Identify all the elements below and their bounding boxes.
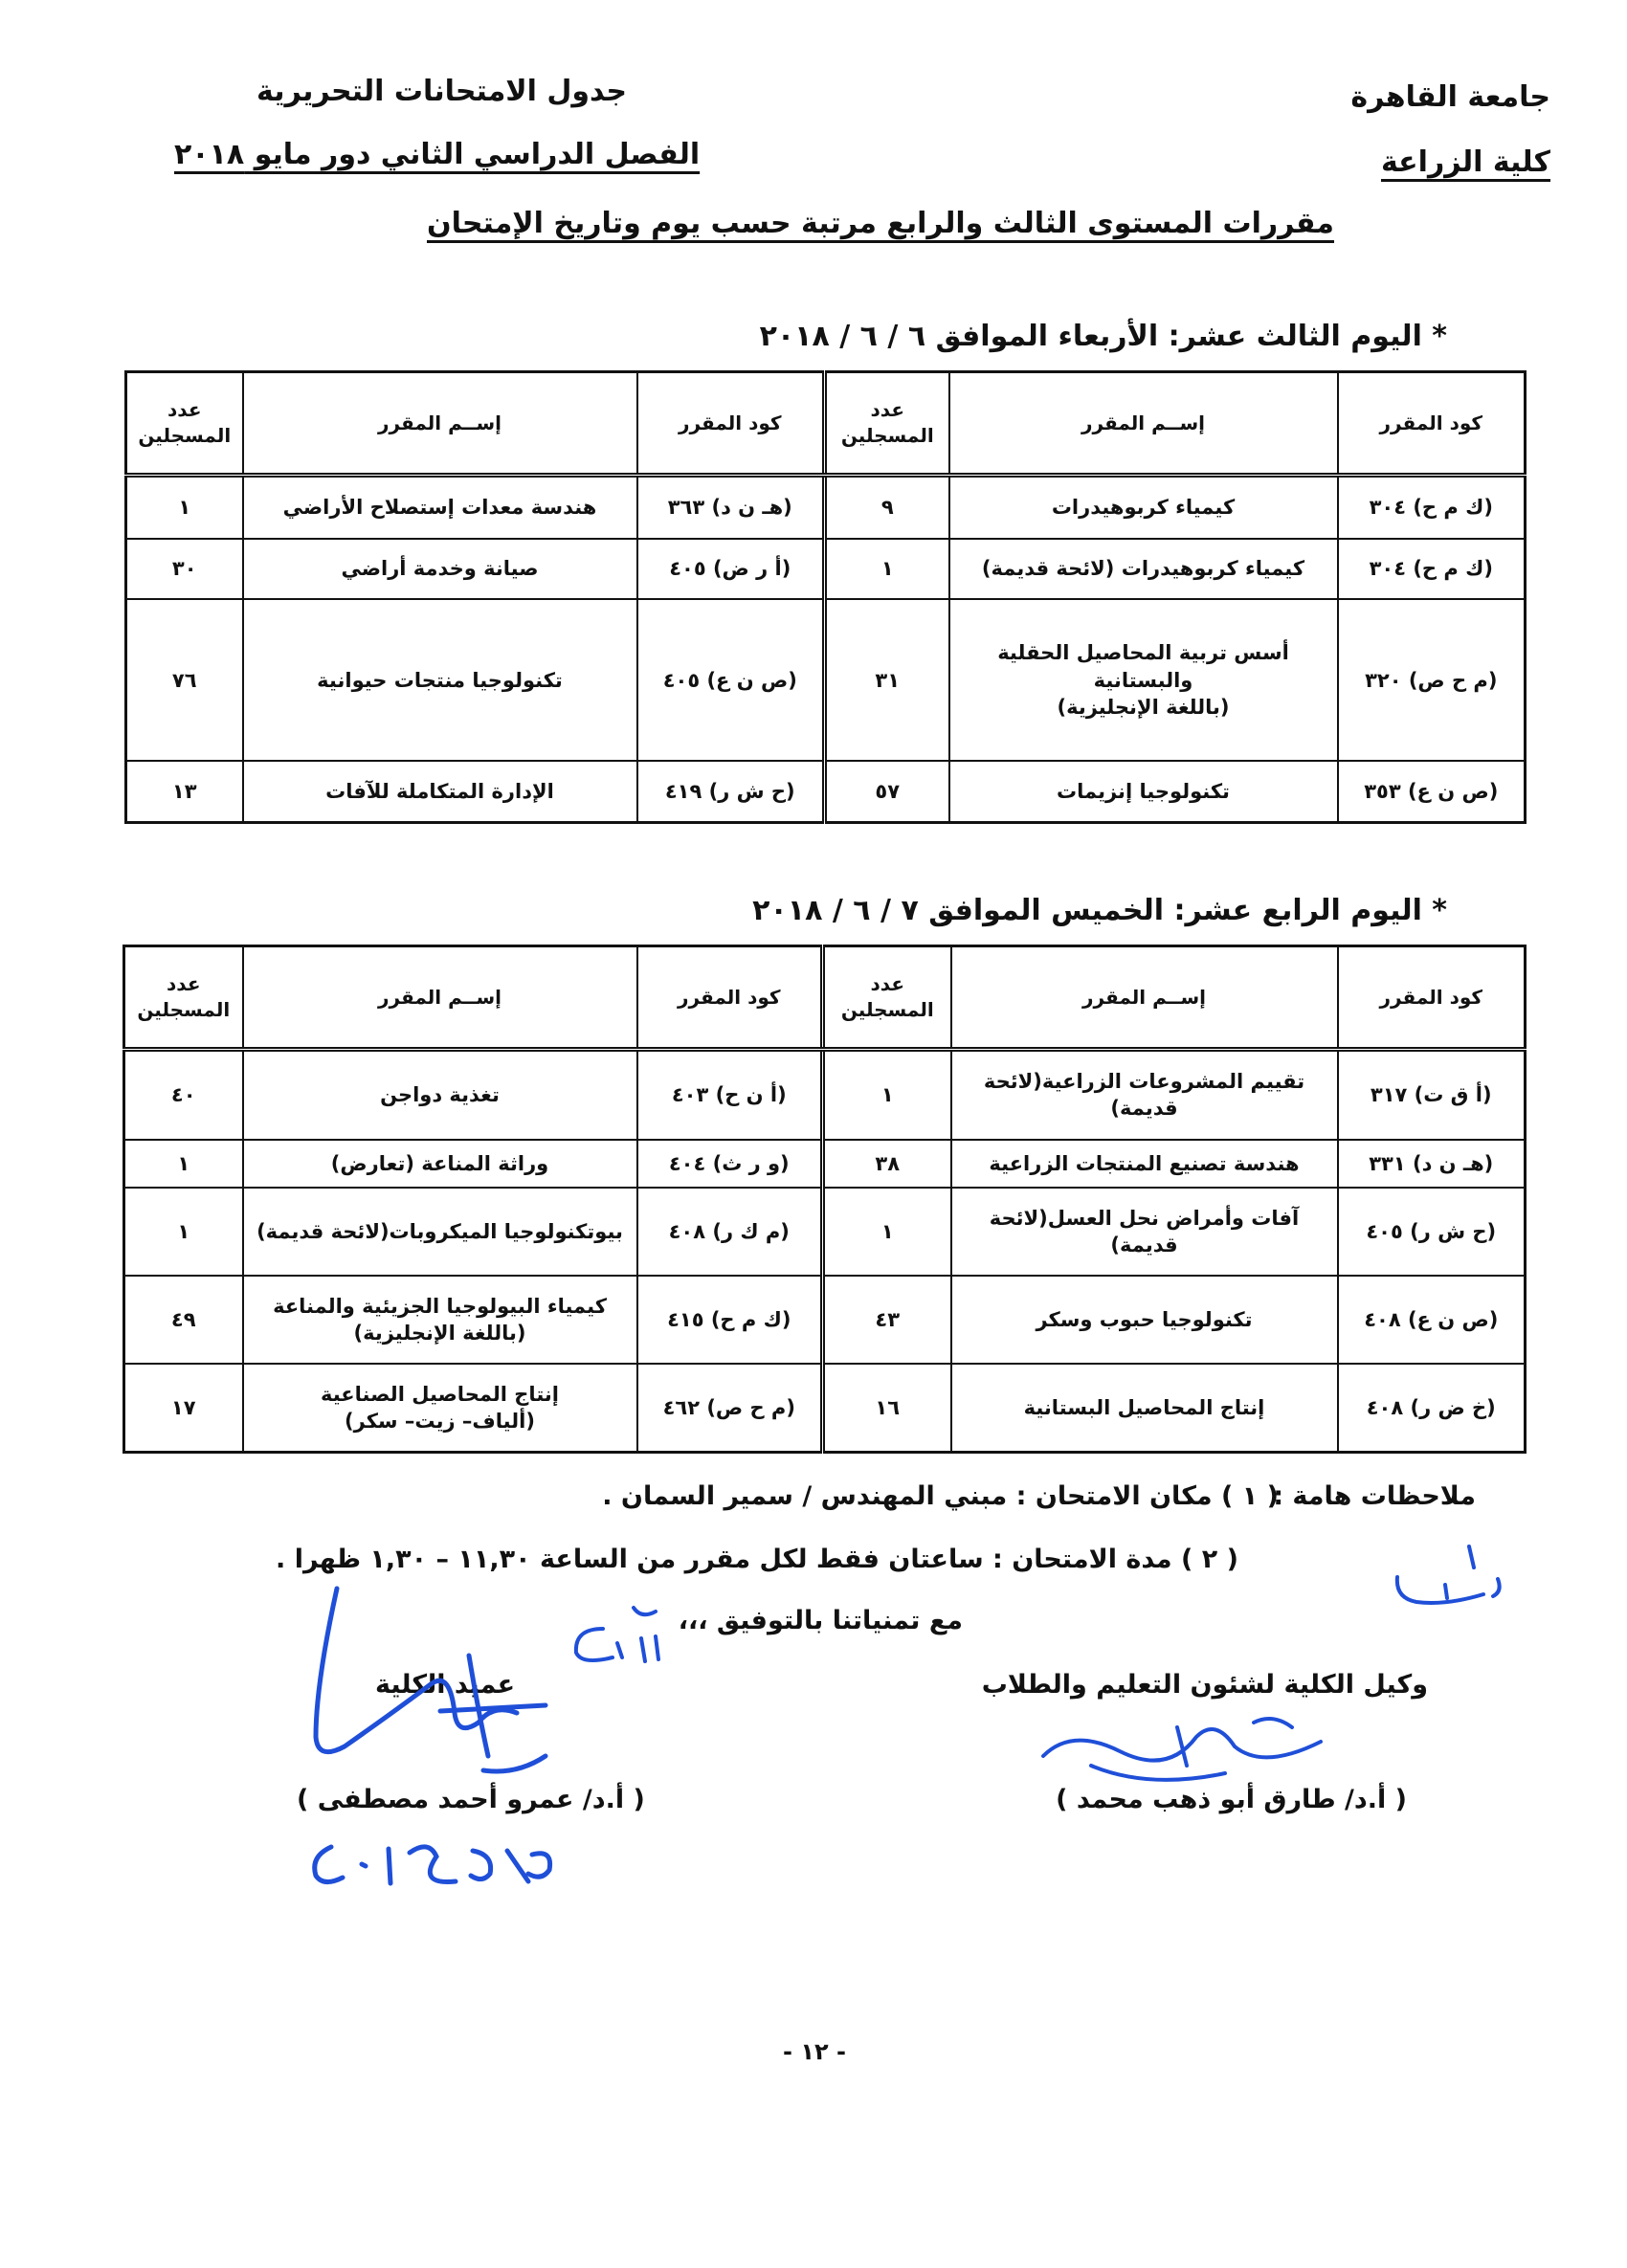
vice-dean-signature-icon: [1034, 1699, 1359, 1794]
count-header: عدد المسجلين: [124, 946, 243, 1050]
handwritten-date-icon: [302, 1828, 570, 1895]
document-subtitle: مقررات المستوى الثالث والرابع مرتبة حسب يوم وتاريخ الإمتحان: [427, 207, 1334, 240]
table-row: [126, 539, 1526, 600]
course-code: (و ر ث) ٤٠٤: [637, 1140, 823, 1188]
enrolled-count: ٥٧: [825, 761, 949, 823]
course-code: (أ ق ت) ٣١٧: [1338, 1050, 1526, 1140]
enrolled-count: ٤٩: [124, 1276, 243, 1364]
dean-signature-icon: [287, 1569, 603, 1790]
count-header: عدد المسجلين: [823, 946, 951, 1050]
table-row: [124, 1050, 1526, 1140]
table-row: [126, 599, 1526, 761]
enrolled-count: ١: [124, 1140, 243, 1188]
course-name: تغذية دواجن: [243, 1050, 637, 1140]
code-header: كود المقرر: [1338, 372, 1526, 476]
table-row: [126, 476, 1526, 539]
table-row: [126, 761, 1526, 823]
course-name: هندسة تصنيع المنتجات الزراعية: [951, 1140, 1338, 1188]
course-name: كيمياء البيولوجيا الجزيئية والمناعة (باللغة الإنجليزية): [243, 1276, 637, 1364]
day14-header-row: [124, 946, 1526, 1050]
enrolled-count: ١: [823, 1050, 951, 1140]
course-code: (م ك ر) ٤٠٨: [637, 1188, 823, 1276]
code-header: كود المقرر: [637, 372, 825, 476]
note-duration: ( ٢ ) مدة الامتحان : ساعتان فقط لكل مقرر من الساعة ١١,٣٠ – ١,٣٠ ظهرا .: [276, 1545, 1238, 1574]
enrolled-count: ٩: [825, 476, 949, 539]
course-name: إنتاج المحاصيل البستانية: [951, 1364, 1338, 1453]
enrolled-count: ١: [823, 1188, 951, 1276]
enrolled-count: ١: [825, 539, 949, 600]
enrolled-count: ١٧: [124, 1364, 243, 1453]
notes-label: ملاحظات هامة :: [1273, 1481, 1476, 1511]
university-name: جامعة القاهرة: [1350, 80, 1550, 114]
day14-heading: * اليوم الرابع عشر: الخميس الموافق ٧ / ٦ / ٢٠١٨: [752, 894, 1447, 927]
course-code: (ص ن ع) ٤٠٨: [1338, 1276, 1526, 1364]
document-title: جدول الامتحانات التحريرية: [256, 75, 627, 108]
course-code: (ص ن ع) ٣٥٣: [1338, 761, 1526, 823]
enrolled-count: ٧٦: [126, 599, 243, 761]
course-code: (ك م ح) ٣٠٤: [1338, 476, 1526, 539]
name-header: إســم المقرر: [243, 946, 637, 1050]
faculty-name: كلية الزراعة: [1380, 145, 1550, 179]
day13-heading: * اليوم الثالث عشر: الأربعاء الموافق ٦ / ٦ / ٢٠١٨: [759, 320, 1447, 353]
course-name: هندسة معدات إستصلاح الأراضي: [243, 476, 637, 539]
semester-title: الفصل الدراسي الثاني دور مايو ٢٠١٨: [174, 138, 701, 171]
day14-table: [123, 945, 1527, 1454]
course-name: الإدارة المتكاملة للآفات: [243, 761, 637, 823]
dean-name: ( أ.د/ عمرو أحمد مصطفى ): [297, 1785, 645, 1814]
course-name: وراثة المناعة (تعارض): [243, 1140, 637, 1188]
course-name: آفات وأمراض نحل العسل(لائحة قديمة): [951, 1188, 1338, 1276]
code-header: كود المقرر: [637, 946, 823, 1050]
course-code: (ك م ح) ٣٠٤: [1338, 539, 1526, 600]
count-header: عدد المسجلين: [825, 372, 949, 476]
course-code: (ح ش ر) ٤٠٥: [1338, 1188, 1526, 1276]
course-code: (ص ن ع) ٤٠٥: [637, 599, 825, 761]
page-number: - ١٢ -: [783, 2038, 846, 2065]
course-name: إنتاج المحاصيل الصناعية (ألياف– زيت– سكر): [243, 1364, 637, 1453]
course-code: (أ ر ض) ٤٠٥: [637, 539, 825, 600]
course-code: (أ ن ح) ٤٠٣: [637, 1050, 823, 1140]
vice-dean-title: وكيل الكلية لشئون التعليم والطلاب: [981, 1670, 1428, 1700]
enrolled-count: ١: [124, 1188, 243, 1276]
course-name: كيمياء كربوهيدرات (لائحة قديمة): [949, 539, 1338, 600]
table-row: [124, 1188, 1526, 1276]
course-code: (م ح ص) ٣٢٠: [1338, 599, 1526, 761]
closing-wish: مع تمنياتنا بالتوفيق ،،،: [678, 1606, 963, 1635]
table-row: [124, 1140, 1526, 1188]
course-name: تكنولوجيا حبوب وسكر: [951, 1276, 1338, 1364]
enrolled-count: ٤٣: [823, 1276, 951, 1364]
name-header: إســم المقرر: [949, 372, 1338, 476]
table-row: [124, 1276, 1526, 1364]
course-code: (خ ض ر) ٤٠٨: [1338, 1364, 1526, 1453]
count-header: عدد المسجلين: [126, 372, 243, 476]
enrolled-count: ١: [126, 476, 243, 539]
table-row: [124, 1364, 1526, 1453]
course-name: كيمياء كربوهيدرات: [949, 476, 1338, 539]
initials-signature-icon: [1378, 1539, 1522, 1615]
day13-header-row: [126, 372, 1526, 476]
vice-dean-name: ( أ.د/ طارق أبو ذهب محمد ): [1056, 1785, 1407, 1814]
course-code: (م ح ص) ٤٦٢: [637, 1364, 823, 1453]
course-code: (هـ ن د) ٣٦٣: [637, 476, 825, 539]
enrolled-count: ١٣: [126, 761, 243, 823]
course-name: تقييم المشروعات الزراعية(لائحة قديمة): [951, 1050, 1338, 1140]
enrolled-count: ٤٠: [124, 1050, 243, 1140]
enrolled-count: ٣١: [825, 599, 949, 761]
course-name: تكنولوجيا منتجات حيوانية: [243, 599, 637, 761]
dean-title: عميد الكلية: [375, 1670, 516, 1700]
name-header: إســم المقرر: [951, 946, 1338, 1050]
enrolled-count: ٣٨: [823, 1140, 951, 1188]
course-code: (هـ ن د) ٣٣١: [1338, 1140, 1526, 1188]
enrolled-count: ١٦: [823, 1364, 951, 1453]
course-code: (ك م ح) ٤١٥: [637, 1276, 823, 1364]
course-name: تكنولوجيا إنزيمات: [949, 761, 1338, 823]
enrolled-count: ٣٠: [126, 539, 243, 600]
note-location: ( ١ ) مكان الامتحان : مبني المهندس / سمير السمان .: [602, 1481, 1279, 1511]
course-name: أسس تربية المحاصيل الحقلية والبستانية (باللغة الإنجليزية): [949, 599, 1338, 761]
day13-table: [124, 370, 1527, 824]
code-header: كود المقرر: [1338, 946, 1526, 1050]
course-name: بيوتكنولوجيا الميكروبات(لائحة قديمة): [243, 1188, 637, 1276]
course-name: صيانة وخدمة أراضي: [243, 539, 637, 600]
course-code: (ح ش ر) ٤١٩: [637, 761, 825, 823]
name-header: إســم المقرر: [243, 372, 637, 476]
